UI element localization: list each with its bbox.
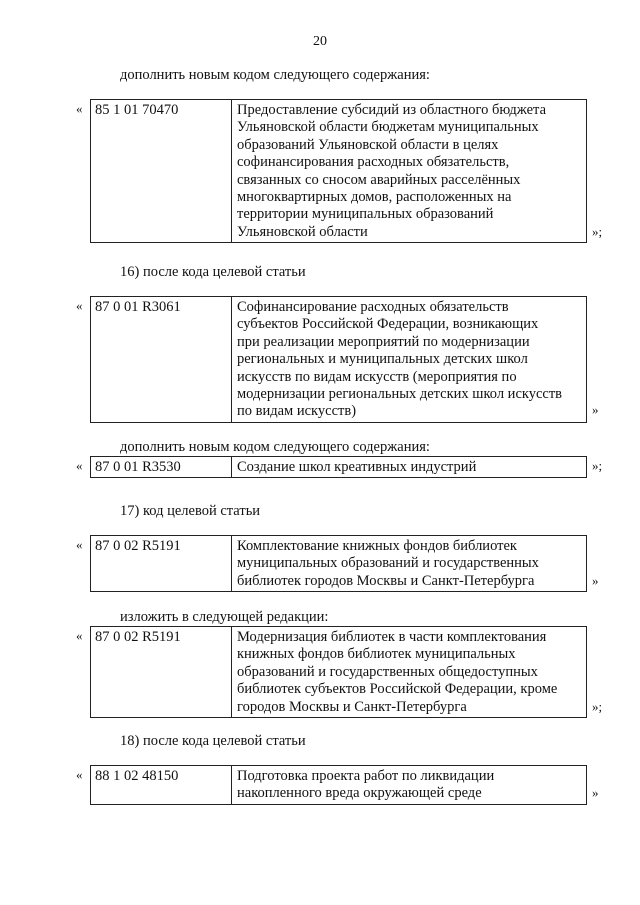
description-cell (232, 766, 586, 804)
description-line: многоквартирных домов, расположенных на (237, 189, 512, 206)
section-heading: 17) код целевой статьи (120, 503, 261, 519)
description-line: субъектов Российской Федерации, возникающих (237, 316, 539, 333)
description-line: искусств по видам искусств (мероприятия по (237, 368, 517, 385)
open-quote: « (76, 628, 83, 643)
description-cell (232, 457, 586, 477)
close-quote: » (592, 402, 599, 417)
code-table (90, 535, 587, 592)
open-quote: « (76, 101, 83, 116)
open-quote: « (76, 298, 83, 313)
code-cell: 87 0 01 R3530 (91, 457, 232, 477)
description-line: модернизации региональных детских школ искусств (237, 386, 563, 403)
description-line: софинансирования расходных обязательств, (237, 154, 510, 171)
intro-text: дополнить новым кодом следующего содержания: (120, 439, 430, 455)
description-cell (232, 297, 586, 422)
description-line: Создание школ креативных индустрий (237, 459, 477, 475)
code-cell: 87 0 01 R3061 (91, 297, 232, 422)
description-line: накопленного вреда окружающей среде (237, 785, 482, 802)
description-line: Предоставление субсидий из областного бюджета (237, 102, 547, 118)
description-cell (232, 100, 586, 242)
close-quote: »; (592, 224, 603, 239)
code-table (90, 99, 587, 243)
description-line: территории муниципальных образований (237, 206, 494, 223)
section-heading: 16) после кода целевой статьи (120, 264, 306, 280)
code-table (90, 626, 587, 718)
description-line: образований Ульяновской области в целях (237, 136, 499, 153)
description-line: при реализации мероприятий по модернизации (237, 333, 530, 350)
open-quote: « (76, 537, 83, 552)
close-quote: » (592, 573, 599, 588)
description-line: образований и государственных общедоступных (237, 663, 538, 680)
description-line: Ульяновской области (237, 223, 368, 240)
description-line: библиотек городов Москвы и Санкт-Петербурга (237, 572, 535, 589)
page-number: 20 (313, 34, 327, 49)
code-cell: 88 1 02 48150 (91, 766, 232, 804)
code-table (90, 456, 587, 478)
description-line: Комплектование книжных фондов библиотек (237, 538, 517, 554)
description-line: Подготовка проекта работ по ликвидации (237, 768, 495, 784)
description-line: муниципальных образований и государственных (237, 555, 539, 572)
description-cell (232, 536, 586, 591)
close-quote: »; (592, 699, 603, 714)
intro-text: изложить в следующей редакции: (120, 609, 329, 625)
description-line: связанных со сносом аварийных расселённых (237, 171, 521, 188)
description-line: городов Москвы и Санкт-Петербурга (237, 698, 467, 715)
description-line: региональных и муниципальных детских школ (237, 351, 528, 368)
description-line: Модернизация библиотек в части комплектования (237, 629, 547, 645)
code-cell: 87 0 02 R5191 (91, 627, 232, 717)
description-line: книжных фондов библиотек муниципальных (237, 646, 516, 663)
code-cell: 85 1 01 70470 (91, 100, 232, 242)
description-line: Софинансирование расходных обязательств (237, 299, 509, 315)
open-quote: « (76, 767, 83, 782)
description-line: по видам искусств) (237, 403, 357, 420)
intro-text: дополнить новым кодом следующего содержания: (120, 67, 430, 83)
description-cell (232, 627, 586, 717)
code-table (90, 296, 587, 423)
code-cell: 87 0 02 R5191 (91, 536, 232, 591)
code-table (90, 765, 587, 805)
description-line: Ульяновской области бюджетам муниципальных (237, 119, 539, 136)
section-heading: 18) после кода целевой статьи (120, 733, 306, 749)
description-line: библиотек субъектов Российской Федерации, кроме (237, 681, 558, 698)
close-quote: » (592, 785, 599, 800)
open-quote: « (76, 458, 83, 473)
close-quote: »; (592, 458, 603, 473)
